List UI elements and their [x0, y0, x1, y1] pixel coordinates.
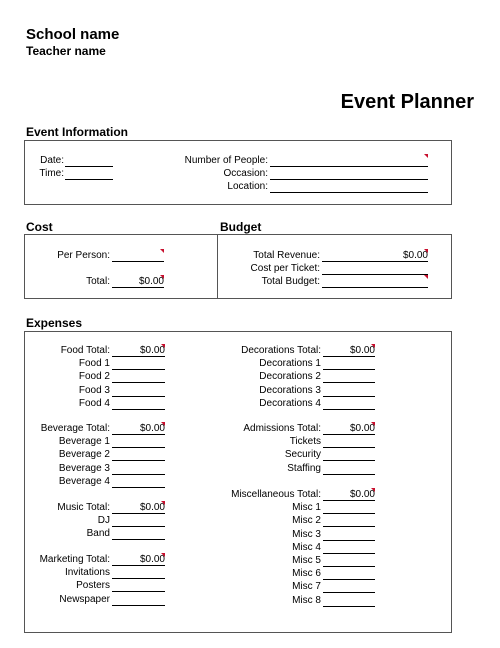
decorations-total-value[interactable]: $0.00	[323, 344, 375, 357]
food-item-label: Food 1	[78, 358, 110, 370]
comment-flag-icon	[424, 275, 428, 279]
decorations-item-label: Decorations 3	[259, 384, 321, 396]
cost-per-ticket-label: Cost per Ticket:	[250, 263, 320, 274]
music-item-label: Band	[86, 528, 110, 540]
number-of-people-field[interactable]	[270, 154, 428, 167]
marketing-item-field[interactable]	[112, 593, 165, 606]
misc-item-field[interactable]	[323, 514, 375, 527]
admissions-item-field[interactable]	[323, 462, 375, 475]
cost-per-ticket-field[interactable]	[322, 262, 428, 275]
location-field[interactable]	[270, 180, 428, 193]
admissions-total-value[interactable]: $0.00	[323, 422, 375, 435]
misc-item-field[interactable]	[323, 541, 375, 554]
misc-item-label: Misc 7	[292, 581, 321, 593]
per-person-field[interactable]	[112, 249, 164, 262]
misc-item-label: Misc 3	[292, 528, 321, 540]
misc-total-label: Miscellaneous Total:	[231, 489, 321, 500]
cost-total-label: Total:	[86, 276, 110, 287]
food-total-value[interactable]: $0.00	[112, 344, 165, 357]
misc-item-field[interactable]	[323, 554, 375, 567]
misc-item-label: Misc 8	[292, 594, 321, 606]
budget-heading: Budget	[220, 220, 262, 234]
event-information-heading: Event Information	[26, 125, 129, 139]
misc-item-label: Misc 4	[292, 541, 321, 553]
admissions-total-label: Admissions Total:	[243, 423, 321, 434]
location-label: Location:	[227, 181, 268, 192]
decorations-item-field[interactable]	[323, 370, 375, 383]
marketing-item-field[interactable]	[112, 579, 165, 592]
beverage-item-field[interactable]	[112, 475, 165, 488]
food-item-field[interactable]	[112, 397, 165, 410]
music-total-label: Music Total:	[57, 502, 110, 513]
marketing-item-label: Newspaper	[59, 593, 110, 605]
comment-flag-icon	[161, 553, 165, 557]
misc-item-label: Misc 1	[292, 502, 321, 514]
occasion-field[interactable]	[270, 167, 428, 180]
beverage-item-field[interactable]	[112, 462, 165, 475]
misc-item-field[interactable]	[323, 501, 375, 514]
beverage-item-label: Beverage 1	[58, 436, 110, 448]
music-item-field[interactable]	[112, 514, 165, 527]
comment-flag-icon	[161, 501, 165, 505]
misc-item-field[interactable]	[323, 528, 375, 541]
decorations-item-label: Decorations 1	[259, 358, 321, 370]
total-budget-label: Total Budget:	[261, 276, 320, 287]
date-label: Date:	[40, 155, 64, 166]
misc-item-field[interactable]	[323, 594, 375, 607]
music-item-label: DJ	[97, 515, 110, 527]
decorations-item-field[interactable]	[323, 357, 375, 370]
beverage-item-field[interactable]	[112, 448, 165, 461]
comment-flag-icon	[160, 275, 164, 279]
food-item-label: Food 2	[78, 371, 110, 383]
comment-flag-icon	[371, 422, 375, 426]
music-total-value[interactable]: $0.00	[112, 501, 165, 514]
food-item-field[interactable]	[112, 370, 165, 383]
comment-flag-icon	[160, 249, 164, 253]
food-item-label: Food 3	[78, 384, 110, 396]
misc-item-label: Misc 5	[292, 555, 321, 566]
total-budget-field[interactable]	[322, 275, 428, 288]
beverage-total-label: Beverage Total:	[40, 423, 110, 434]
decorations-item-field[interactable]	[323, 384, 375, 397]
misc-item-field[interactable]	[323, 567, 375, 580]
beverage-item-label: Beverage 3	[58, 462, 110, 474]
marketing-total-value[interactable]: $0.00	[112, 553, 165, 566]
beverage-item-field[interactable]	[112, 435, 165, 448]
beverage-item-label: Beverage 4	[58, 475, 110, 487]
misc-item-field[interactable]	[323, 580, 375, 593]
cost-heading: Cost	[26, 220, 53, 234]
decorations-item-label: Decorations 2	[259, 371, 321, 383]
marketing-total-label: Marketing Total:	[39, 554, 110, 565]
comment-flag-icon	[424, 154, 428, 158]
misc-item-label: Misc 6	[292, 568, 321, 580]
time-field[interactable]	[65, 167, 113, 180]
marketing-item-label: Posters	[76, 580, 110, 592]
marketing-item-field[interactable]	[112, 566, 165, 579]
time-label: Time:	[39, 168, 64, 179]
total-revenue-value[interactable]: $0.00	[322, 249, 428, 262]
decorations-total-label: Decorations Total:	[241, 345, 321, 356]
comment-flag-icon	[161, 344, 165, 348]
admissions-item-label: Tickets	[289, 436, 321, 448]
admissions-item-label: Staffing	[287, 462, 321, 474]
total-revenue-label: Total Revenue:	[253, 250, 320, 261]
teacher-name: Teacher name	[26, 44, 106, 58]
misc-total-value[interactable]: $0.00	[323, 488, 375, 501]
cost-budget-divider	[217, 234, 218, 299]
comment-flag-icon	[424, 249, 428, 253]
page-title: Event Planner	[340, 91, 474, 113]
decorations-item-label: Decorations 4	[259, 397, 321, 409]
beverage-item-label: Beverage 2	[58, 449, 110, 461]
misc-item-label: Misc 2	[292, 515, 321, 527]
comment-flag-icon	[161, 422, 165, 426]
food-item-label: Food 4	[78, 397, 110, 409]
expenses-heading: Expenses	[26, 316, 83, 330]
admissions-item-field[interactable]	[323, 435, 375, 448]
beverage-total-value[interactable]: $0.00	[112, 422, 165, 435]
comment-flag-icon	[371, 344, 375, 348]
food-total-label: Food Total:	[60, 345, 110, 356]
food-item-field[interactable]	[112, 384, 165, 397]
admissions-item-label: Security	[284, 449, 321, 461]
music-item-field[interactable]	[112, 527, 165, 540]
marketing-item-label: Invitations	[64, 567, 110, 579]
occasion-label: Occasion:	[223, 168, 268, 179]
per-person-label: Per Person:	[57, 250, 110, 261]
number-of-people-label: Number of People:	[184, 155, 268, 166]
cost-total-value[interactable]: $0.00	[112, 275, 164, 288]
food-item-field[interactable]	[112, 357, 165, 370]
admissions-item-field[interactable]	[323, 448, 375, 461]
decorations-item-field[interactable]	[323, 397, 375, 410]
school-name: School name	[26, 26, 120, 43]
comment-flag-icon	[371, 488, 375, 492]
date-field[interactable]	[65, 154, 113, 167]
